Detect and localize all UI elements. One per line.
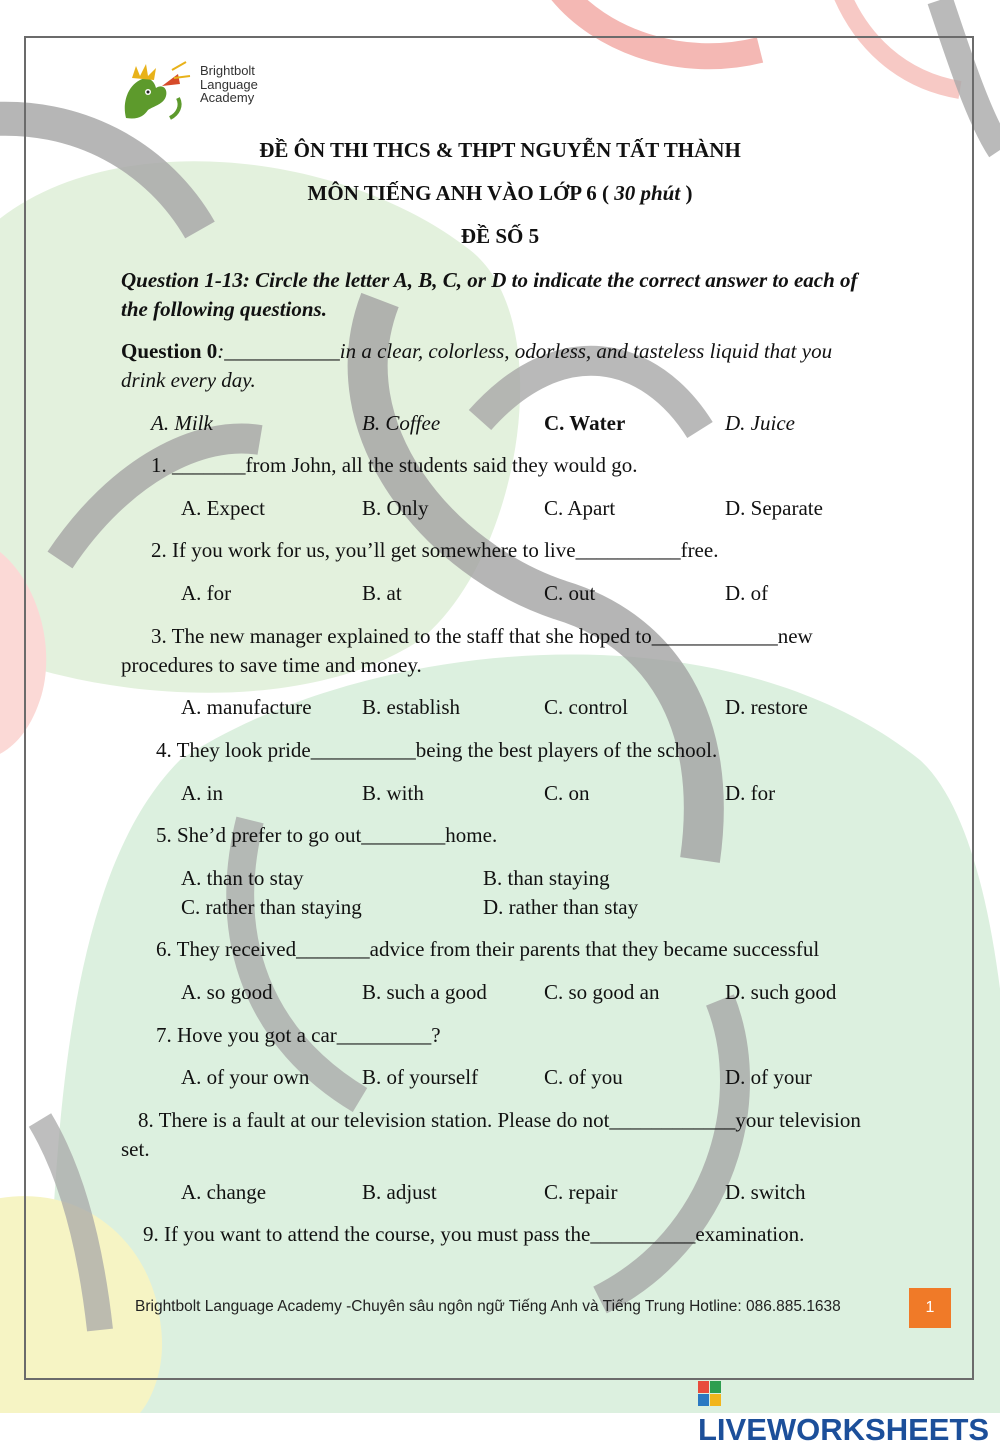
q4-option-b[interactable]: B. with	[362, 781, 424, 805]
liveworksheets-brand: LIVEWORKSHEETS	[698, 1412, 990, 1447]
q4-option-d[interactable]: D. for	[725, 781, 776, 805]
q3-option-a[interactable]: A. manufacture	[181, 695, 312, 719]
academy-logo	[118, 58, 278, 126]
q1-option-b[interactable]: B. Only	[362, 496, 429, 520]
question-6: 6. They received_______advice from their parents that they became successful	[156, 937, 820, 961]
q2-option-c[interactable]: C. out	[544, 581, 596, 605]
liveworksheets-logo-icon	[698, 1381, 722, 1407]
exam-number: ĐỀ SỐ 5	[460, 224, 540, 248]
subtitle-time: 30 phút	[614, 181, 681, 205]
q3-option-b[interactable]: B. establish	[362, 695, 460, 719]
q4-option-a[interactable]: A. in	[181, 781, 223, 805]
instruction-line-2: the following questions.	[121, 297, 327, 321]
example-blank: ___________	[224, 339, 340, 363]
q8-option-a[interactable]: A. change	[181, 1180, 267, 1204]
q5-option-b[interactable]: B. than staying	[483, 866, 610, 890]
q8-option-d[interactable]: D. switch	[725, 1180, 806, 1204]
logo-line-3: Academy	[200, 90, 255, 106]
page-number-badge: 1	[909, 1288, 951, 1328]
q1-option-a[interactable]: A. Expect	[181, 496, 265, 520]
example-option-d[interactable]: D. Juice	[725, 411, 795, 435]
q8-option-b[interactable]: B. adjust	[362, 1180, 437, 1204]
example-question-line-2: drink every day.	[121, 368, 256, 392]
example-question	[121, 338, 832, 365]
question-8-line-2: set.	[121, 1137, 150, 1161]
logo-line-1: Brightbolt	[200, 63, 255, 78]
q6-option-c[interactable]: C. so good an	[544, 980, 660, 1004]
question-9: 9. If you want to attend the course, you must pass the__________examination.	[143, 1222, 805, 1246]
q6-option-d[interactable]: D. such good	[725, 980, 837, 1004]
q8-option-c[interactable]: C. repair	[544, 1180, 618, 1204]
q2-option-a[interactable]: A. for	[181, 581, 232, 605]
liveworksheets-watermark	[698, 1376, 1000, 1448]
question-2: 2. If you work for us, you’ll get somewhere to live__________free.	[151, 538, 719, 562]
q3-option-c[interactable]: C. control	[544, 695, 628, 719]
academy-logo-text	[200, 64, 258, 105]
logo-line-2: Language	[200, 76, 258, 92]
q7-option-c[interactable]: C. of you	[544, 1065, 623, 1089]
question-1: 1. _______from John, all the students said they would go.	[151, 453, 638, 477]
exam-title: ĐỀ ÔN THI THCS & THPT NGUYỄN TẤT THÀNH	[259, 138, 741, 162]
q3-option-d[interactable]: D. restore	[725, 695, 808, 719]
question-3-line-2: procedures to save time and money.	[121, 653, 422, 677]
page-footer: Brightbolt Language Academy -Chuyên sâu ngôn ngữ Tiếng Anh và Tiếng Trung Hotline: 086.885.1638	[135, 1298, 841, 1315]
q1-option-c[interactable]: C. Apart	[544, 496, 616, 520]
question-3: 3. The new manager explained to the staff that she hoped to____________new	[151, 624, 813, 648]
example-option-a[interactable]: A. Milk	[151, 411, 213, 435]
q5-option-c[interactable]: C. rather than staying	[181, 895, 362, 919]
q2-option-d[interactable]: D. of	[725, 581, 769, 605]
dragon-logo-icon	[118, 58, 196, 124]
subtitle-text: MÔN TIẾNG ANH VÀO LỚP 6 (	[307, 181, 615, 205]
example-label: Question 0	[121, 339, 218, 363]
q6-option-a[interactable]: A. so good	[181, 980, 273, 1004]
example-option-c[interactable]: C. Water	[544, 411, 626, 435]
q7-option-b[interactable]: B. of yourself	[362, 1065, 479, 1089]
q7-option-d[interactable]: D. of your	[725, 1065, 812, 1089]
question-5: 5. She’d prefer to go out________home.	[156, 823, 498, 847]
q5-option-a[interactable]: A. than to stay	[181, 866, 304, 890]
question-8: 8. There is a fault at our television station. Please do not____________your television	[138, 1108, 861, 1132]
q2-option-b[interactable]: B. at	[362, 581, 402, 605]
question-4: 4. They look pride__________being the best players of the school.	[156, 738, 718, 762]
q7-option-a[interactable]: A. of your own	[181, 1065, 310, 1089]
example-text: in a clear, colorless, odorless, and tasteless liquid that you	[339, 339, 833, 363]
q6-option-b[interactable]: B. such a good	[362, 980, 487, 1004]
example-option-b[interactable]: B. Coffee	[362, 411, 441, 435]
example-colon: :	[217, 339, 225, 363]
q1-option-d[interactable]: D. Separate	[725, 496, 823, 520]
instruction-line-1: Question 1-13: Circle the letter A, B, C, or D to indicate the correct answer to each of	[121, 268, 858, 292]
q5-option-d[interactable]: D. rather than stay	[483, 895, 639, 919]
subtitle-suffix: )	[680, 181, 693, 205]
q4-option-c[interactable]: C. on	[544, 781, 590, 805]
exam-subtitle	[0, 181, 1000, 206]
question-7: 7. Hove you got a car_________?	[156, 1023, 441, 1047]
